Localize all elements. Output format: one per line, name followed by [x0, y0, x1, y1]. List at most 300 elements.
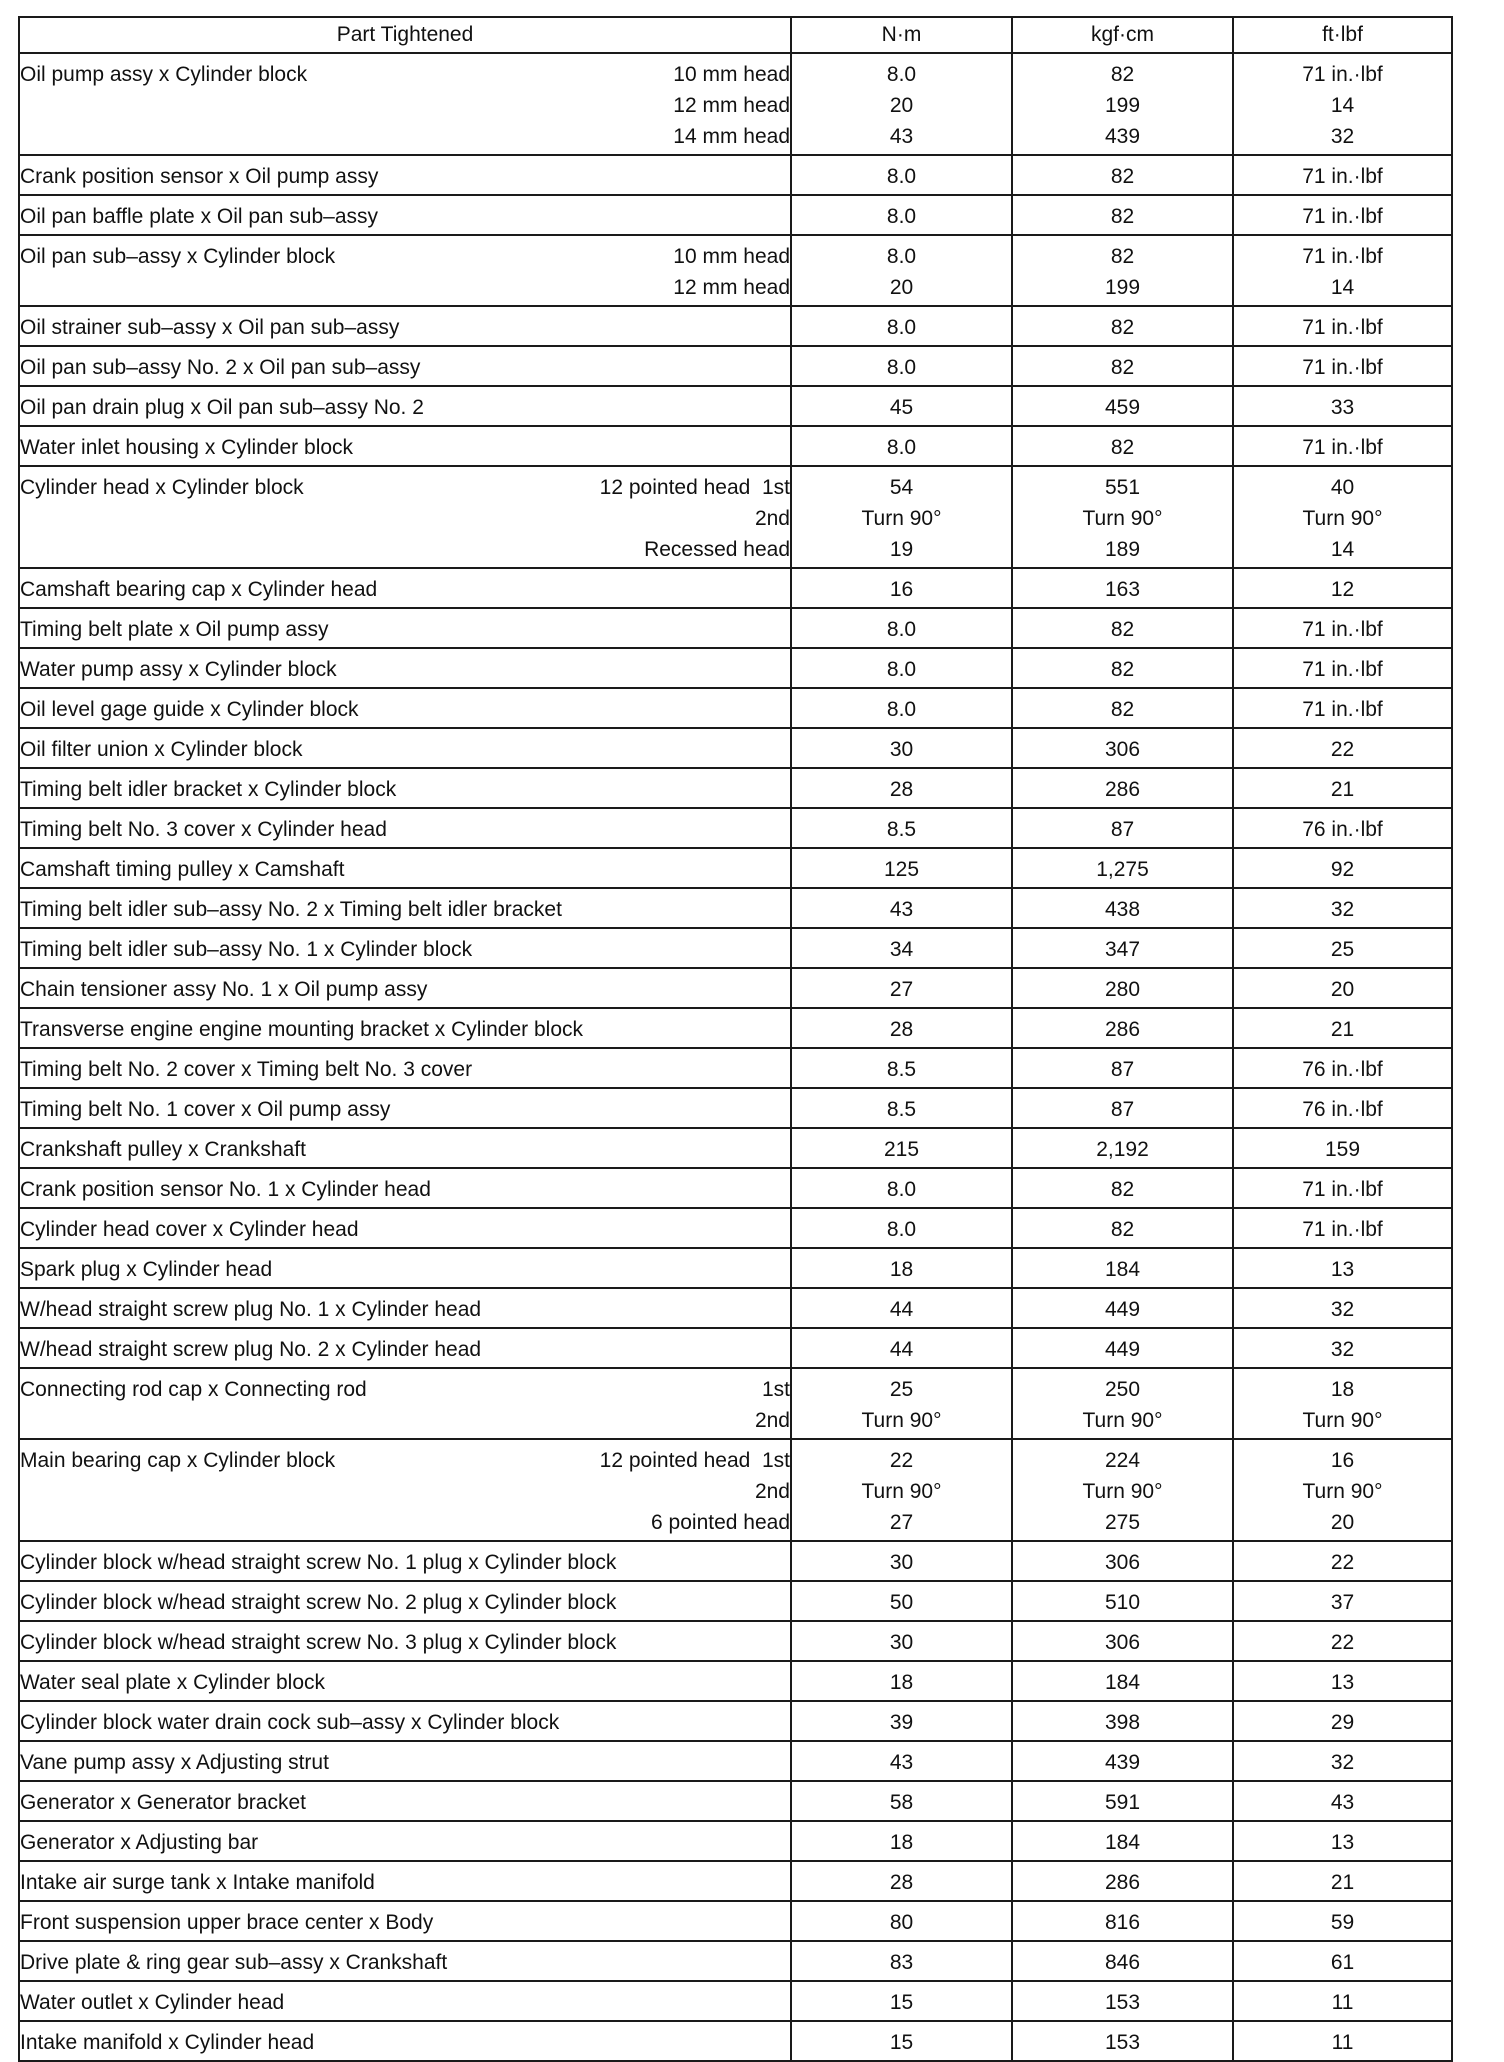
kgf-cm-value-cell: [1012, 888, 1233, 928]
part-line: [20, 427, 790, 465]
part-cell: [19, 1288, 791, 1328]
part-cell: [19, 928, 791, 968]
part-name: Timing belt No. 1 cover x Oil pump assy: [20, 1098, 391, 1121]
nm-value: 44: [889, 1298, 914, 1321]
kgf-cm-value-cell: [1012, 768, 1233, 808]
table-row: [19, 235, 1452, 306]
part-cell: [19, 2021, 791, 2061]
ft-lbf-value-cell: [1233, 888, 1452, 928]
part-sub-label: 12 mm head: [673, 94, 790, 117]
part-sub-label: 10 mm head: [673, 63, 790, 86]
nm-value: 8.0: [886, 165, 917, 188]
nm-value: 22: [889, 1449, 914, 1472]
part-name: W/head straight screw plug No. 2 x Cylinder head: [20, 1338, 482, 1361]
part-line: [20, 1662, 790, 1700]
kgf-cm-value: 816: [1104, 1911, 1141, 1934]
ft-lbf-value-cell: [1233, 235, 1452, 306]
nm-value-cell: [791, 1048, 1012, 1088]
part-line: [20, 307, 790, 345]
part-cell: [19, 648, 791, 688]
part-name: Crankshaft pulley x Crankshaft: [20, 1138, 306, 1161]
kgf-cm-value-cell: [1012, 1048, 1233, 1088]
torque-spec-table: [18, 16, 1453, 2062]
nm-value: Turn 90°: [861, 507, 942, 530]
part-line: [20, 1822, 790, 1860]
part-line: [20, 889, 790, 927]
nm-value-cell: [791, 346, 1012, 386]
part-cell: [19, 1368, 791, 1439]
ft-lbf-value-cell: [1233, 1288, 1452, 1328]
kgf-cm-value-cell: [1012, 1981, 1233, 2021]
part-cell: [19, 1981, 791, 2021]
ft-lbf-value: 13: [1330, 1258, 1355, 1281]
table-row: [19, 53, 1452, 155]
ft-lbf-value-cell: [1233, 1701, 1452, 1741]
nm-value: 44: [889, 1338, 914, 1361]
ft-lbf-value-cell: [1233, 53, 1452, 155]
part-name: Intake manifold x Cylinder head: [20, 2031, 315, 2054]
ft-lbf-value-cell: [1233, 648, 1452, 688]
table-row: [19, 1541, 1452, 1581]
part-cell: [19, 1861, 791, 1901]
nm-value-cell: [791, 1288, 1012, 1328]
ft-lbf-value-cell: [1233, 688, 1452, 728]
kgf-cm-value-cell: [1012, 1368, 1233, 1439]
nm-value: 8.0: [886, 1218, 917, 1241]
part-cell: [19, 1128, 791, 1168]
part-line: [20, 1782, 790, 1820]
kgf-cm-value-cell: [1012, 648, 1233, 688]
part-line: [20, 467, 790, 503]
ft-lbf-value: 21: [1330, 1871, 1355, 1894]
ft-lbf-value: 71 in.·lbf: [1302, 436, 1383, 459]
ft-lbf-value: 76 in.·lbf: [1302, 818, 1383, 841]
nm-value: 215: [883, 1138, 920, 1161]
table-row: [19, 426, 1452, 466]
ft-lbf-value-cell: [1233, 306, 1452, 346]
nm-value: 27: [889, 978, 914, 1001]
part-line: [20, 609, 790, 647]
ft-lbf-value-cell: [1233, 155, 1452, 195]
ft-lbf-value: 22: [1330, 1631, 1355, 1654]
ft-lbf-value: 71 in.·lbf: [1302, 63, 1383, 86]
kgf-cm-value-cell: [1012, 1581, 1233, 1621]
part-line: [20, 1289, 790, 1327]
table-row: [19, 1248, 1452, 1288]
nm-value-cell: [791, 1088, 1012, 1128]
part-cell: [19, 688, 791, 728]
part-cell: [19, 1439, 791, 1541]
nm-value-cell: [791, 808, 1012, 848]
part-cell: [19, 768, 791, 808]
nm-value: 8.0: [886, 245, 917, 268]
nm-value-cell: [791, 1581, 1012, 1621]
part-sub-label: 2nd: [754, 507, 790, 530]
part-sub-label: 2nd: [754, 1480, 790, 1503]
nm-value: 28: [889, 778, 914, 801]
ft-lbf-value: 22: [1330, 1551, 1355, 1574]
nm-value: Turn 90°: [861, 1409, 942, 1432]
table-row: [19, 1128, 1452, 1168]
nm-value-cell: [791, 1981, 1012, 2021]
ft-lbf-value: 16: [1330, 1449, 1355, 1472]
ft-lbf-value: 71 in.·lbf: [1302, 356, 1383, 379]
part-line: [20, 196, 790, 234]
kgf-cm-value: Turn 90°: [1082, 1480, 1163, 1503]
table-row: [19, 808, 1452, 848]
table-row: [19, 1781, 1452, 1821]
ft-lbf-value: 71 in.·lbf: [1302, 1218, 1383, 1241]
table-row: [19, 1288, 1452, 1328]
ft-lbf-value: 32: [1330, 125, 1355, 148]
nm-value-cell: [791, 426, 1012, 466]
part-cell: [19, 1941, 791, 1981]
part-cell: [19, 1901, 791, 1941]
table-row: [19, 1208, 1452, 1248]
part-cell: [19, 1208, 791, 1248]
ft-lbf-value: 12: [1330, 578, 1355, 601]
part-cell: [19, 728, 791, 768]
ft-lbf-value-cell: [1233, 768, 1452, 808]
nm-value-cell: [791, 155, 1012, 195]
kgf-cm-value-cell: [1012, 1288, 1233, 1328]
nm-value: 8.0: [886, 658, 917, 681]
kgf-cm-value: 286: [1104, 1871, 1141, 1894]
ft-lbf-value-cell: [1233, 2021, 1452, 2061]
kgf-cm-value: 449: [1104, 1298, 1141, 1321]
part-name: Water seal plate x Cylinder block: [20, 1671, 326, 1694]
kgf-cm-value-cell: [1012, 1701, 1233, 1741]
nm-value: 8.0: [886, 618, 917, 641]
kgf-cm-value-cell: [1012, 1621, 1233, 1661]
kgf-cm-value-cell: [1012, 155, 1233, 195]
part-name: Cylinder block w/head straight screw No. 3 plug x Cylinder block: [20, 1631, 617, 1654]
nm-value-cell: [791, 386, 1012, 426]
table-row: [19, 768, 1452, 808]
part-cell: [19, 1328, 791, 1368]
part-line: [20, 649, 790, 687]
table-row: [19, 1701, 1452, 1741]
kgf-cm-value-cell: [1012, 848, 1233, 888]
ft-lbf-value: 14: [1330, 538, 1355, 561]
part-line: [20, 1542, 790, 1580]
nm-value: 20: [889, 94, 914, 117]
part-cell: [19, 1048, 791, 1088]
kgf-cm-value: 82: [1110, 245, 1135, 268]
nm-value: 43: [889, 125, 914, 148]
part-sub-label: 6 pointed head: [651, 1511, 790, 1534]
kgf-cm-value: 224: [1104, 1449, 1141, 1472]
header-row: [19, 17, 1452, 53]
ft-lbf-value: 14: [1330, 94, 1355, 117]
ft-lbf-value: 11: [1331, 2031, 1354, 2054]
part-name: Water outlet x Cylinder head: [20, 1991, 285, 2014]
ft-lbf-value: 37: [1330, 1591, 1355, 1614]
ft-lbf-value-cell: [1233, 1541, 1452, 1581]
kgf-cm-value: Turn 90°: [1082, 507, 1163, 530]
kgf-cm-value-cell: [1012, 1168, 1233, 1208]
part-cell: [19, 195, 791, 235]
part-name: Chain tensioner assy No. 1 x Oil pump assy: [20, 978, 428, 1001]
kgf-cm-value: 82: [1110, 63, 1135, 86]
nm-value: 43: [889, 898, 914, 921]
kgf-cm-value: 591: [1104, 1791, 1141, 1814]
ft-lbf-value: 21: [1330, 1018, 1355, 1041]
ft-lbf-value: 14: [1330, 276, 1355, 299]
part-line: [20, 1249, 790, 1287]
table-row: [19, 688, 1452, 728]
part-sub-label: 1st: [761, 1378, 790, 1401]
nm-value-cell: [791, 608, 1012, 648]
nm-value: 8.5: [886, 1058, 917, 1081]
ft-lbf-value-cell: [1233, 346, 1452, 386]
part-cell: [19, 235, 791, 306]
table-row: [19, 1581, 1452, 1621]
table-row: [19, 928, 1452, 968]
ft-lbf-value: 22: [1330, 738, 1355, 761]
ft-lbf-value: 71 in.·lbf: [1302, 618, 1383, 641]
part-sub-label: 10 mm head: [673, 245, 790, 268]
part-cell: [19, 155, 791, 195]
header-part-tightened: Part Tightened: [19, 17, 791, 53]
part-name: Cylinder block w/head straight screw No. 2 plug x Cylinder block: [20, 1591, 617, 1614]
ft-lbf-value-cell: [1233, 1861, 1452, 1901]
ft-lbf-value-cell: [1233, 608, 1452, 648]
ft-lbf-value-cell: [1233, 968, 1452, 1008]
table-row: [19, 608, 1452, 648]
table-row: [19, 466, 1452, 568]
nm-value-cell: [791, 53, 1012, 155]
part-line: [20, 1902, 790, 1940]
part-line: [20, 236, 790, 272]
ft-lbf-value-cell: [1233, 426, 1452, 466]
part-cell: [19, 608, 791, 648]
table-row: [19, 2021, 1452, 2061]
part-name: Generator x Adjusting bar: [20, 1831, 259, 1854]
nm-value: 18: [889, 1258, 914, 1281]
nm-value-cell: [791, 1901, 1012, 1941]
part-name: Oil level gage guide x Cylinder block: [20, 698, 359, 721]
nm-value-cell: [791, 1368, 1012, 1439]
kgf-cm-value: 846: [1104, 1951, 1141, 1974]
kgf-cm-value: 398: [1104, 1711, 1141, 1734]
ft-lbf-value: 71 in.·lbf: [1302, 205, 1383, 228]
header-ft-lbf: ft·lbf: [1233, 17, 1452, 53]
part-cell: [19, 306, 791, 346]
ft-lbf-value-cell: [1233, 1248, 1452, 1288]
ft-lbf-value-cell: [1233, 1368, 1452, 1439]
kgf-cm-value: 82: [1110, 618, 1135, 641]
nm-value: 8.0: [886, 698, 917, 721]
nm-value: 19: [889, 538, 914, 561]
nm-value-cell: [791, 2021, 1012, 2061]
ft-lbf-value-cell: [1233, 808, 1452, 848]
part-name: Camshaft timing pulley x Camshaft: [20, 858, 345, 881]
nm-value: 8.5: [886, 818, 917, 841]
kgf-cm-value: 438: [1104, 898, 1141, 921]
kgf-cm-value: 87: [1110, 818, 1135, 841]
nm-value-cell: [791, 1128, 1012, 1168]
nm-value-cell: [791, 1621, 1012, 1661]
ft-lbf-value-cell: [1233, 1128, 1452, 1168]
part-line: [20, 1049, 790, 1087]
ft-lbf-value: 71 in.·lbf: [1302, 245, 1383, 268]
part-name: Timing belt No. 2 cover x Timing belt No. 3 cover: [20, 1058, 473, 1081]
nm-value-cell: [791, 1439, 1012, 1541]
part-cell: [19, 1581, 791, 1621]
kgf-cm-value: 306: [1104, 738, 1141, 761]
kgf-cm-value: 459: [1104, 396, 1141, 419]
ft-lbf-value: 71 in.·lbf: [1302, 1178, 1383, 1201]
kgf-cm-value: 510: [1104, 1591, 1141, 1614]
part-name: Timing belt plate x Oil pump assy: [20, 618, 329, 641]
kgf-cm-value-cell: [1012, 53, 1233, 155]
part-name: Cylinder block w/head straight screw No. 1 plug x Cylinder block: [20, 1551, 617, 1574]
nm-value: 43: [889, 1751, 914, 1774]
part-name: Oil pan sub–assy x Cylinder block: [20, 245, 336, 268]
part-name: Camshaft bearing cap x Cylinder head: [20, 578, 378, 601]
part-name: Crank position sensor x Oil pump assy: [20, 165, 379, 188]
nm-value: 30: [889, 1631, 914, 1654]
nm-value: 28: [889, 1871, 914, 1894]
nm-value-cell: [791, 306, 1012, 346]
kgf-cm-value-cell: [1012, 1741, 1233, 1781]
ft-lbf-value-cell: [1233, 386, 1452, 426]
table-row: [19, 1048, 1452, 1088]
nm-value-cell: [791, 688, 1012, 728]
part-line: [20, 729, 790, 767]
table-row: [19, 1981, 1452, 2021]
ft-lbf-value: 76 in.·lbf: [1302, 1058, 1383, 1081]
part-cell: [19, 1821, 791, 1861]
ft-lbf-value: 32: [1330, 1298, 1355, 1321]
part-line: [20, 1702, 790, 1740]
nm-value-cell: [791, 1328, 1012, 1368]
kgf-cm-value: 306: [1104, 1551, 1141, 1574]
part-cell: [19, 346, 791, 386]
ft-lbf-value: Turn 90°: [1302, 1409, 1383, 1432]
kgf-cm-value-cell: [1012, 688, 1233, 728]
nm-value-cell: [791, 968, 1012, 1008]
ft-lbf-value: 61: [1330, 1951, 1355, 1974]
nm-value: 16: [889, 578, 914, 601]
kgf-cm-value-cell: [1012, 1328, 1233, 1368]
part-line: [20, 689, 790, 727]
kgf-cm-value: 199: [1104, 94, 1141, 117]
part-line: [20, 1209, 790, 1247]
ft-lbf-value-cell: [1233, 1581, 1452, 1621]
kgf-cm-value: 184: [1104, 1258, 1141, 1281]
part-name: Transverse engine engine mounting bracket x Cylinder block: [20, 1018, 584, 1041]
kgf-cm-value: 2,192: [1096, 1138, 1149, 1161]
ft-lbf-value-cell: [1233, 466, 1452, 568]
kgf-cm-value-cell: [1012, 728, 1233, 768]
kgf-cm-value: 82: [1110, 698, 1135, 721]
kgf-cm-value: 439: [1104, 125, 1141, 148]
kgf-cm-value: 275: [1104, 1511, 1141, 1534]
part-name: W/head straight screw plug No. 1 x Cylinder head: [20, 1298, 482, 1321]
part-name: Front suspension upper brace center x Body: [20, 1911, 434, 1934]
ft-lbf-value: 59: [1330, 1911, 1355, 1934]
nm-value-cell: [791, 1208, 1012, 1248]
nm-value-cell: [791, 768, 1012, 808]
nm-value: 58: [889, 1791, 914, 1814]
nm-value-cell: [791, 928, 1012, 968]
nm-value: 15: [889, 1991, 914, 2014]
nm-value-cell: [791, 1741, 1012, 1781]
part-cell: [19, 848, 791, 888]
ft-lbf-value-cell: [1233, 1741, 1452, 1781]
part-line: [20, 1009, 790, 1047]
ft-lbf-value: 32: [1330, 1338, 1355, 1361]
ft-lbf-value-cell: [1233, 568, 1452, 608]
nm-value-cell: [791, 648, 1012, 688]
nm-value: 15: [889, 2031, 914, 2054]
kgf-cm-value: 250: [1104, 1378, 1141, 1401]
kgf-cm-value: 347: [1104, 938, 1141, 961]
ft-lbf-value: 40: [1330, 476, 1355, 499]
table-row: [19, 1008, 1452, 1048]
part-line: [20, 1582, 790, 1620]
kgf-cm-value-cell: [1012, 1008, 1233, 1048]
part-sub-label: 12 pointed head 1st: [599, 1449, 790, 1472]
part-name: Generator x Generator bracket: [20, 1791, 306, 1814]
table-row: [19, 1821, 1452, 1861]
ft-lbf-value: 32: [1330, 1751, 1355, 1774]
ft-lbf-value: 92: [1330, 858, 1355, 881]
ft-lbf-value-cell: [1233, 1901, 1452, 1941]
part-line: [20, 849, 790, 887]
part-cell: [19, 1248, 791, 1288]
part-line: [20, 1942, 790, 1980]
kgf-cm-value: 82: [1110, 436, 1135, 459]
part-line: [20, 1369, 790, 1405]
table-row: [19, 568, 1452, 608]
kgf-cm-value: 82: [1110, 165, 1135, 188]
kgf-cm-value: 82: [1110, 316, 1135, 339]
table-row: [19, 155, 1452, 195]
ft-lbf-value: Turn 90°: [1302, 1480, 1383, 1503]
ft-lbf-value: 32: [1330, 898, 1355, 921]
nm-value-cell: [791, 1248, 1012, 1288]
nm-value: 30: [889, 738, 914, 761]
kgf-cm-value-cell: [1012, 306, 1233, 346]
part-cell: [19, 808, 791, 848]
kgf-cm-value: 1,275: [1096, 858, 1149, 881]
nm-value: 8.0: [886, 1178, 917, 1201]
part-name: Spark plug x Cylinder head: [20, 1258, 273, 1281]
kgf-cm-value-cell: [1012, 568, 1233, 608]
part-name: Timing belt idler bracket x Cylinder block: [20, 778, 397, 801]
kgf-cm-value-cell: [1012, 1661, 1233, 1701]
part-line: [20, 1982, 790, 2020]
ft-lbf-value: 159: [1324, 1138, 1361, 1161]
table-body: [19, 53, 1452, 2061]
kgf-cm-value: 439: [1104, 1751, 1141, 1774]
nm-value: 50: [889, 1591, 914, 1614]
kgf-cm-value: 184: [1104, 1831, 1141, 1854]
kgf-cm-value: 189: [1104, 538, 1141, 561]
nm-value-cell: [791, 568, 1012, 608]
table-row: [19, 346, 1452, 386]
kgf-cm-value-cell: [1012, 386, 1233, 426]
part-line: [20, 969, 790, 1007]
part-name: Oil pan sub–assy No. 2 x Oil pan sub–assy: [20, 356, 421, 379]
part-name: Oil filter union x Cylinder block: [20, 738, 303, 761]
part-line: [20, 1862, 790, 1900]
part-name: Oil pump assy x Cylinder block: [20, 63, 308, 86]
part-name: Vane pump assy x Adjusting strut: [20, 1751, 329, 1774]
